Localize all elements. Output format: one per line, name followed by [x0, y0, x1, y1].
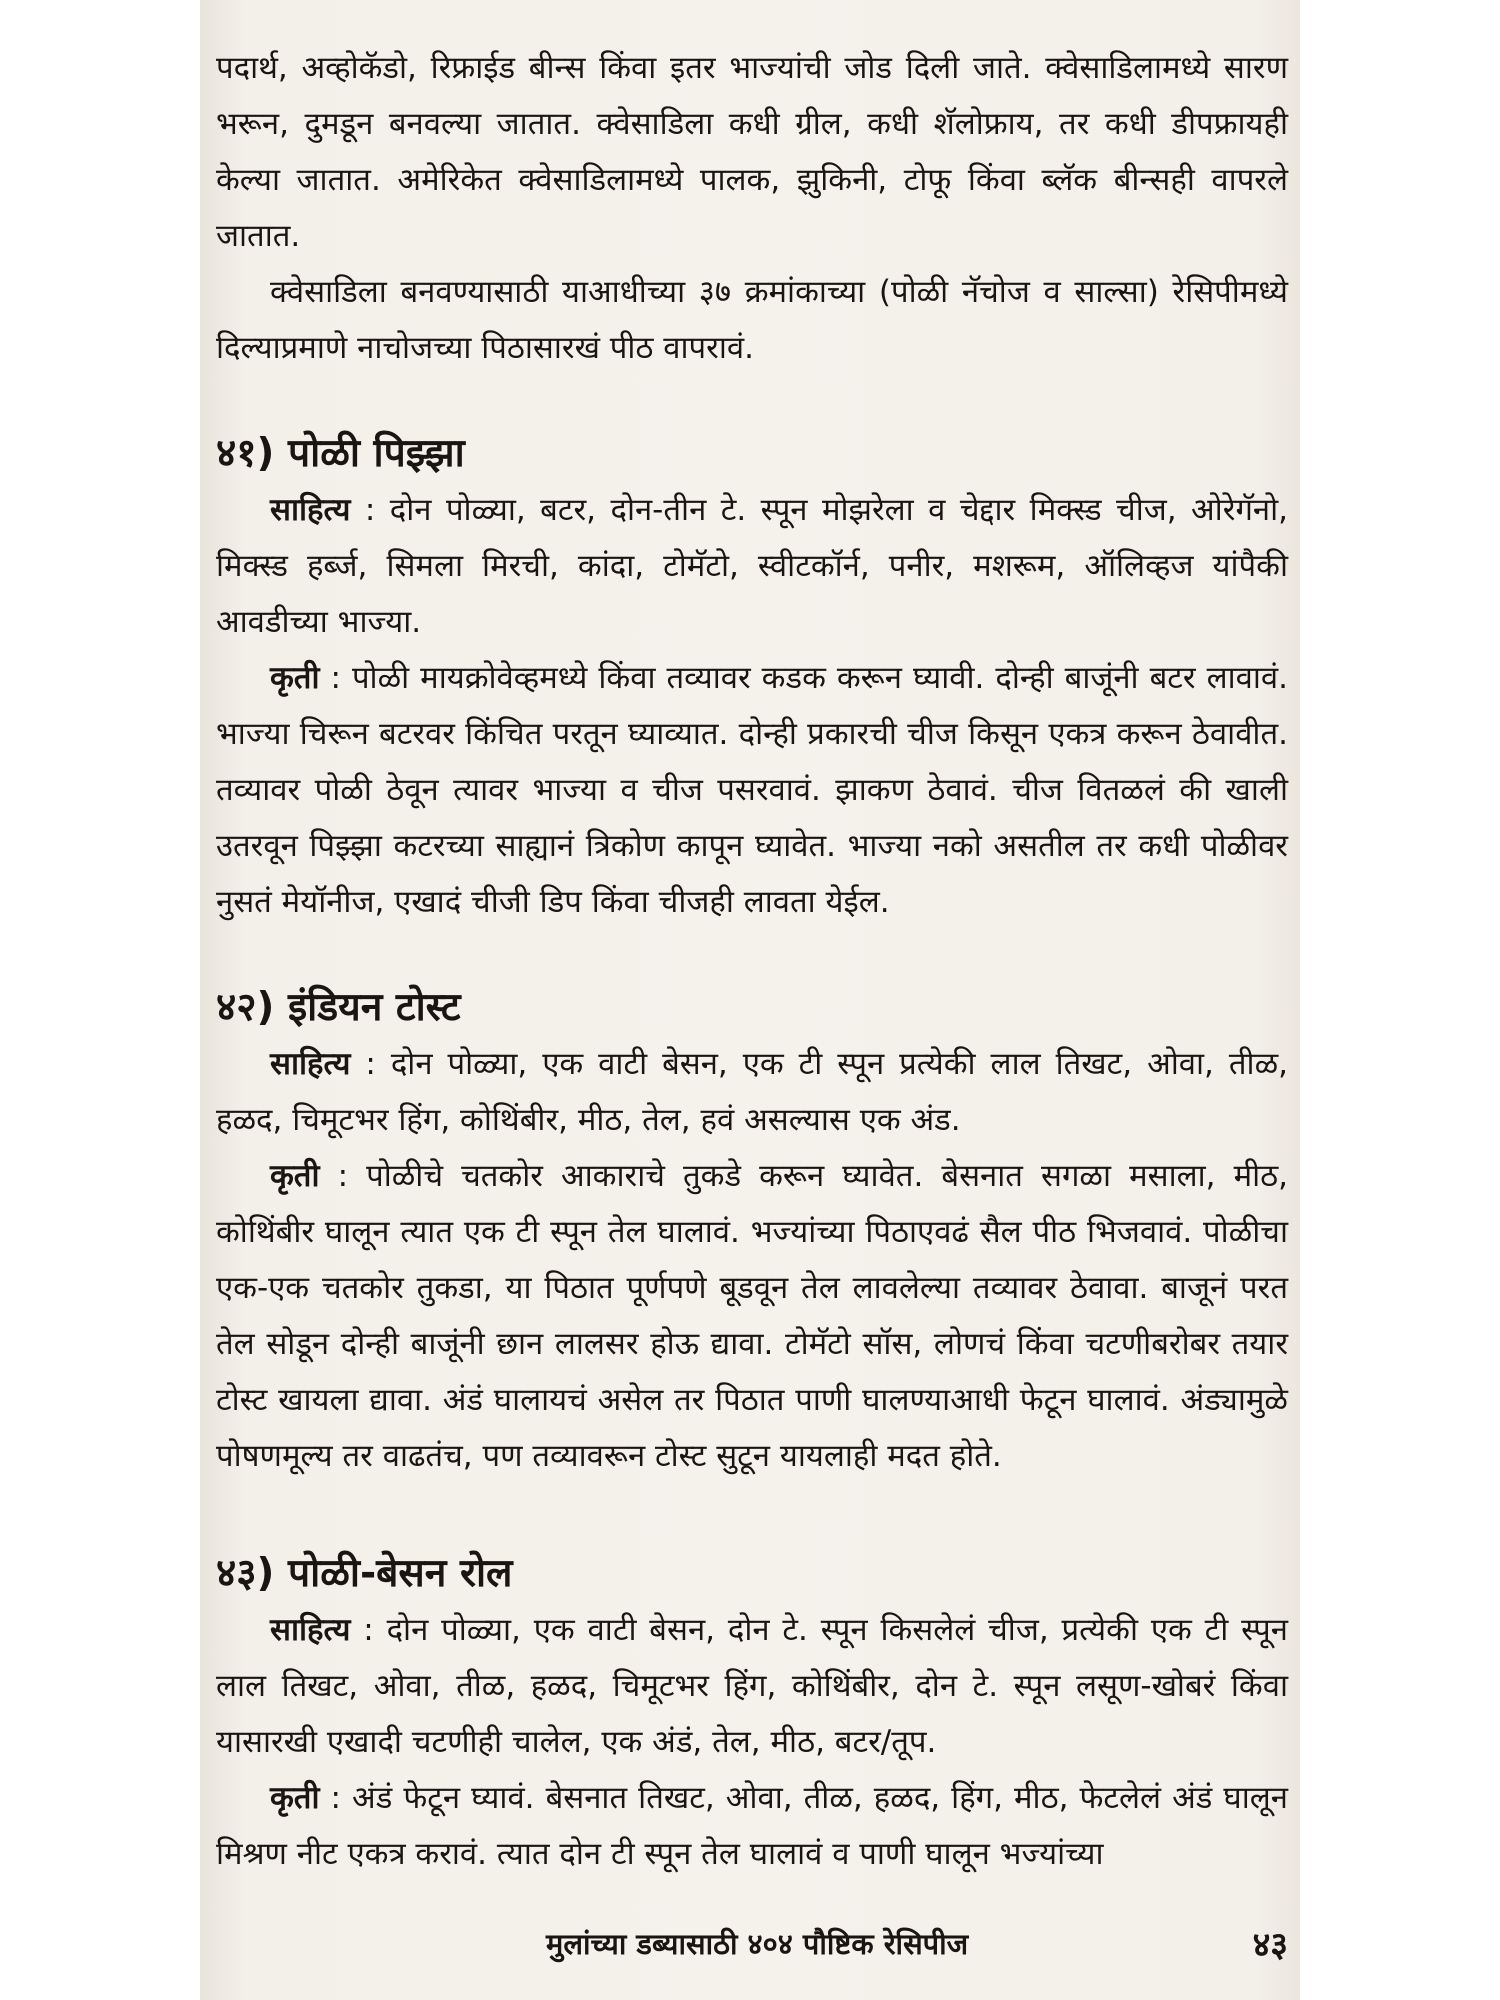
recipe-43-section — [216, 1546, 1288, 1882]
recipe-41-title: ४१) पोळी पिझ्झा — [216, 431, 465, 476]
page-number: ४३ — [1252, 1925, 1288, 1965]
recipe-42-method — [216, 1148, 1288, 1484]
method-text: : पोळीचे चतकोर आकाराचे तुकडे करून घ्यावेत. बेसनात सगळा मसाला, मीठ, कोथिंबीर घालून त्यात एक टी स्पून तेल घालावं. भज्यांच्या पिठाएवढं सैल पीठ भिजवावं. पोळीचा एक-एक चतकोर तुकडा, या पिठात पूर्णपणे बूडवून तेल लावलेल्या तव्यावर ठेवावा. बाजूनं परत तेल सोडून दोन्ही बाजूंनी छान लालसर होऊ द्यावा. टोमॅटो सॉस, लोणचं किंवा चटणीबरोबर तयार टोस्ट खायला द्यावा. अंडं घालायचं असेल तर पिठात पाणी घालण्याआधी फेटून घालावं. अंड्यामुळे पोषणमूल्य तर वाढतंच, पण तव्यावरून टोस्ट सुटून यायलाही मदत होते. — [216, 1158, 1288, 1474]
recipe-42-section — [216, 980, 1288, 1484]
recipe-43-method — [216, 1770, 1288, 1882]
page-footer — [216, 1918, 1288, 1968]
ingredients-label: साहित्य — [270, 1612, 351, 1648]
method-text: : पोळी मायक्रोवेव्हमध्ये किंवा तव्यावर कडक करून घ्यावी. दोन्ही बाजूंनी बटर लावावं. भाज्या चिरून बटरवर किंचित परतून घ्याव्यात. दोन्ही प्रकारची चीज किसून एकत्र करून ठेवावीत. तव्यावर पोळी ठेवून त्यावर भाज्या व चीज पसरवावं. झाकण ठेवावं. चीज वितळलं की खाली उतरवून पिझ्झा कटरच्या साह्यानं त्रिकोण कापून घ्यावेत. भाज्या नको असतील तर कधी पोळीवर नुसतं मेयॉनीज, एखादं चीजी डिप किंवा चीजही लावता येईल. — [216, 660, 1288, 920]
recipe-43-title: ४३) पोळी-बेसन रोल — [216, 1551, 513, 1596]
recipe-42-title: ४२) इंडियन टोस्ट — [216, 985, 461, 1030]
ingredients-label: साहित्य — [270, 492, 351, 528]
method-label: कृती — [270, 1158, 320, 1194]
ingredients-text: : दोन पोळ्या, एक वाटी बेसन, दोन टे. स्पून किसलेलं चीज, प्रत्येकी एक टी स्पून लाल तिखट, ओवा, तीळ, हळद, चिमूटभर हिंग, कोथिंबीर, दोन टे. स्पून लसूण-खोबरं किंवा यासारखी एखादी चटणीही चालेल, एक अंडं, तेल, मीठ, बटर/तूप. — [216, 1612, 1288, 1760]
recipe-43-ingredients — [216, 1602, 1288, 1770]
ingredients-label: साहित्य — [270, 1046, 351, 1082]
method-text: : अंडं फेटून घ्यावं. बेसनात तिखट, ओवा, तीळ, हळद, हिंग, मीठ, फेटलेलं अंडं घालून मिश्रण नीट एकत्र करावं. त्यात दोन टी स्पून तेल घालावं व पाणी घालून भज्यांच्या — [216, 1780, 1288, 1872]
recipe-41-method — [216, 650, 1288, 930]
ingredients-text: : दोन पोळ्या, एक वाटी बेसन, एक टी स्पून प्रत्येकी लाल तिखट, ओवा, तीळ, हळद, चिमूटभर हिंग, कोथिंबीर, मीठ, तेल, हवं असल्यास एक अंड. — [216, 1046, 1288, 1138]
ingredients-text: : दोन पोळ्या, बटर, दोन-तीन टे. स्पून मोझरेला व चेद्दार मिक्स्ड चीज, ओरेगॅनो, मिक्स्ड हर्ब्ज, सिमला मिरची, कांदा, टोमॅटो, स्वीटकॉर्न, पनीर, मशरूम, ऑलिव्हज यांपैकी आवडीच्या भाज्या. — [216, 492, 1288, 640]
recipe-41-section — [216, 426, 1288, 930]
recipe-41-ingredients — [216, 482, 1288, 650]
method-label: कृती — [270, 1780, 320, 1816]
recipe-42-ingredients — [216, 1036, 1288, 1148]
method-label: कृती — [270, 660, 320, 696]
intro-paragraph: क्वेसाडिला बनवण्यासाठी याआधीच्या ३७ क्रमांकाच्या (पोळी नॅचोज व साल्सा) रेसिपीमध्ये दिल्याप्रमाणे नाचोजच्या पिठासारखं पीठ वापरावं. — [216, 274, 1288, 366]
book-page — [216, 40, 1288, 1882]
book-title: मुलांच्या डब्यासाठी ४०४ पौष्टिक रेसिपीज — [546, 1927, 969, 1961]
intro-paragraph: पदार्थ, अव्होकॅडो, रिफ्राईड बीन्स किंवा इतर भाज्यांची जोड दिली जाते. क्वेसाडिलामध्ये सारण भरून, दुमडून बनवल्या जातात. क्वेसाडिला कधी ग्रील, कधी शॅलोफ्राय, तर कधी डीपफ्रायही केल्या जातात. अमेरिकेत क्वेसाडिलामध्ये पालक, झुकिनी, टोफू किंवा ब्लॅक बीन्सही वापरले जातात. — [216, 50, 1288, 254]
